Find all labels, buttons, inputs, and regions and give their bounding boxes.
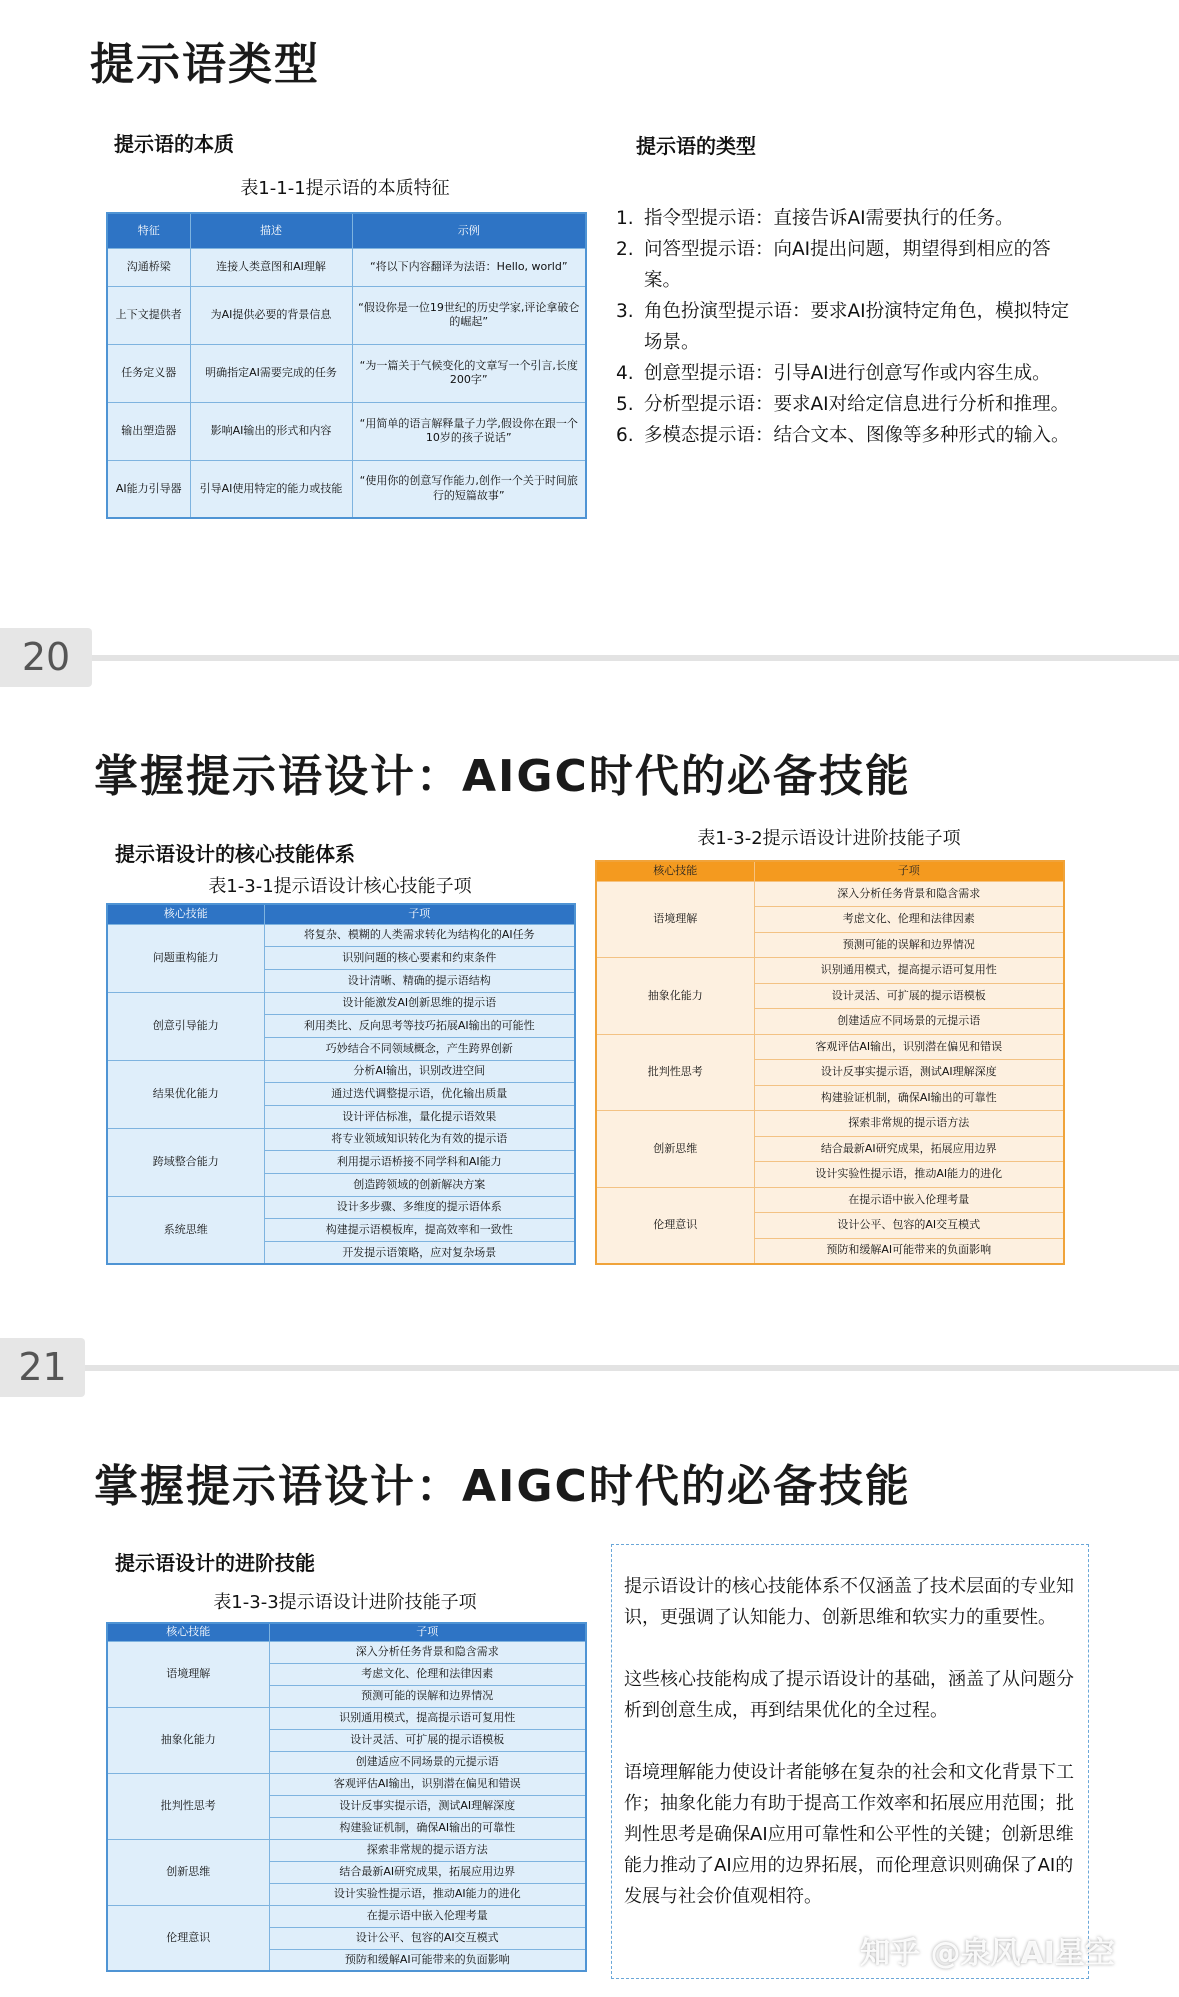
summary-paragraph-1: 提示语设计的核心技能体系不仅涵盖了技术层面的专业知识，更强调了认知能力、创新思维和软实力的重要性。 [624, 1576, 1074, 1628]
skill-name-cell: 问题重构能力 [107, 924, 264, 992]
list-item [616, 358, 1081, 389]
sub-item-cell: 构建提示语模板库，提高效率和一致性 [264, 1219, 575, 1242]
table-row [596, 1034, 1064, 1060]
table-row [107, 402, 586, 460]
sub-item-cell: 客观评估AI输出，识别潜在偏见和错误 [754, 1034, 1064, 1060]
table-row [107, 286, 586, 344]
table-row [107, 1128, 575, 1151]
sub-item-cell: 设计反事实提示语，测试AI理解深度 [269, 1795, 586, 1817]
page-number-21: 21 [0, 1338, 85, 1397]
table-cell: 任务定义器 [107, 344, 190, 402]
skill-name-cell: 结果优化能力 [107, 1060, 264, 1128]
sub-item-cell: 设计公平、包容的AI交互模式 [754, 1213, 1064, 1239]
table-row [107, 1196, 575, 1219]
list-item [616, 234, 1081, 296]
sub-item-cell: 结合最新AI研究成果，拓展应用边界 [754, 1136, 1064, 1162]
table-row [107, 248, 586, 286]
sub-item-cell: 通过迭代调整提示语，优化输出质量 [264, 1083, 575, 1106]
table-cell: 明确指定AI需要完成的任务 [190, 344, 352, 402]
sub-item-cell: 构建验证机制，确保AI输出的可靠性 [754, 1085, 1064, 1111]
sub-item-cell: 深入分析任务背景和隐含需求 [754, 881, 1064, 907]
table132-caption: 表1-3-2提示语设计进阶技能子项 [697, 828, 961, 849]
list-number: 1. [616, 208, 634, 229]
skill-name-cell: 创新思维 [596, 1111, 754, 1188]
list-number: 4. [616, 363, 634, 384]
page-divider [85, 1365, 1179, 1371]
section1-right-subtitle: 提示语的类型 [636, 134, 756, 158]
list-text: 指令型提示语：直接告诉AI需要执行的任务。 [644, 208, 1014, 229]
table-header: 核心技能 [107, 904, 264, 924]
table-cell: “用简单的语言解释量子力学,假设你在跟一个10岁的孩子说话” [352, 402, 586, 460]
summary-paragraph-2: 这些核心技能构成了提示语设计的基础，涵盖了从问题分析到创意生成，再到结果优化的全过程。 [624, 1669, 1074, 1721]
table-header: 特征 [107, 213, 190, 248]
table133-caption: 表1-3-3提示语设计进阶技能子项 [213, 1592, 477, 1613]
sub-item-cell: 利用类比、反向思考等技巧拓展AI输出的可能性 [264, 1015, 575, 1038]
sub-item-cell: 分析AI输出，识别改进空间 [264, 1060, 575, 1083]
sub-item-cell: 设计公平、包容的AI交互模式 [269, 1927, 586, 1949]
table-header: 子项 [269, 1623, 586, 1641]
sub-item-cell: 设计灵活、可扩展的提示语模板 [269, 1729, 586, 1751]
section3-subtitle: 提示语设计的进阶技能 [115, 1551, 315, 1575]
sub-item-cell: 设计能激发AI创新思维的提示语 [264, 992, 575, 1015]
summary-paragraph-3: 语境理解能力使设计者能够在复杂的社会和文化背景下工作；抽象化能力有助于提高工作效率和拓展应用范围；批判性思考是确保AI应用可靠性和公平性的关键；创新思维能力推动了AI应用的边界拓展，而伦理意识则确保了AI的发展与社会价值观相符。 [624, 1762, 1074, 1907]
skill-name-cell: 创新思维 [107, 1839, 269, 1905]
table-header: 子项 [264, 904, 575, 924]
table-cell: 影响AI输出的形式和内容 [190, 402, 352, 460]
table-row [107, 460, 586, 518]
table-row [107, 992, 575, 1015]
table-cell: 连接人类意图和AI理解 [190, 248, 352, 286]
prompt-types-list [616, 203, 1081, 451]
table-cell: 引导AI使用特定的能力或技能 [190, 460, 352, 518]
skill-name-cell: 创意引导能力 [107, 992, 264, 1060]
table-cell: 沟通桥梁 [107, 248, 190, 286]
table-row [107, 1641, 586, 1663]
sub-item-cell: 在提示语中嵌入伦理考量 [754, 1187, 1064, 1213]
table131-caption: 表1-3-1提示语设计核心技能子项 [208, 876, 472, 897]
table131 [106, 903, 576, 1265]
list-number: 3. [616, 301, 634, 322]
table-header: 核心技能 [596, 861, 754, 881]
table111 [106, 212, 587, 519]
table-cell: 输出塑造器 [107, 402, 190, 460]
list-text: 问答型提示语：向AI提出问题，期望得到相应的答案。 [644, 239, 1051, 291]
list-item [616, 420, 1081, 451]
table-cell: “将以下内容翻译为法语：Hello, world” [352, 248, 586, 286]
skill-name-cell: 抽象化能力 [596, 958, 754, 1035]
skill-name-cell: 批判性思考 [596, 1034, 754, 1111]
sub-item-cell: 创建适应不同场景的元提示语 [754, 1009, 1064, 1035]
table-row [596, 1111, 1064, 1137]
table-row [107, 1060, 575, 1083]
sub-item-cell: 设计多步骤、多维度的提示语体系 [264, 1196, 575, 1219]
list-text: 创意型提示语：引导AI进行创意写作或内容生成。 [644, 363, 1051, 384]
sub-item-cell: 识别问题的核心要素和约束条件 [264, 947, 575, 970]
sub-item-cell: 设计灵活、可扩展的提示语模板 [754, 983, 1064, 1009]
list-number: 5. [616, 394, 634, 415]
table-header: 描述 [190, 213, 352, 248]
sub-item-cell: 设计实验性提示语，推动AI能力的进化 [754, 1162, 1064, 1188]
table-row [596, 881, 1064, 907]
table132 [595, 860, 1065, 1265]
table-cell: AI能力引导器 [107, 460, 190, 518]
list-text: 角色扮演型提示语：要求AI扮演特定角色，模拟特定场景。 [644, 301, 1070, 353]
table-cell: 为AI提供必要的背景信息 [190, 286, 352, 344]
sub-item-cell: 考虑文化、伦理和法律因素 [269, 1663, 586, 1685]
list-item [616, 296, 1081, 358]
skill-name-cell: 跨域整合能力 [107, 1128, 264, 1196]
sub-item-cell: 在提示语中嵌入伦理考量 [269, 1905, 586, 1927]
sub-item-cell: 将复杂、模糊的人类需求转化为结构化的AI任务 [264, 924, 575, 947]
table-row [596, 1187, 1064, 1213]
table111-caption: 表1-1-1提示语的本质特征 [240, 178, 450, 199]
list-text: 分析型提示语：要求AI对给定信息进行分析和推理。 [644, 394, 1070, 415]
sub-item-cell: 设计反事实提示语，测试AI理解深度 [754, 1060, 1064, 1086]
table-cell: “为一篇关于气候变化的文章写一个引言,长度200字” [352, 344, 586, 402]
skill-name-cell: 语境理解 [107, 1641, 269, 1707]
watermark: 知乎 @泉风AI星空 [860, 1936, 1115, 1971]
sub-item-cell: 探索非常规的提示语方法 [269, 1839, 586, 1861]
skill-name-cell: 抽象化能力 [107, 1707, 269, 1773]
section2-subtitle: 提示语设计的核心技能体系 [115, 842, 355, 866]
sub-item-cell: 识别通用模式，提高提示语可复用性 [754, 958, 1064, 984]
sub-item-cell: 结合最新AI研究成果，拓展应用边界 [269, 1861, 586, 1883]
sub-item-cell: 巧妙结合不同领域概念，产生跨界创新 [264, 1037, 575, 1060]
table-row [107, 1773, 586, 1795]
sub-item-cell: 利用提示语桥接不同学科和AI能力 [264, 1151, 575, 1174]
table-row [107, 344, 586, 402]
section1-left-subtitle: 提示语的本质 [114, 132, 234, 156]
sub-item-cell: 创建适应不同场景的元提示语 [269, 1751, 586, 1773]
sub-item-cell: 客观评估AI输出，识别潜在偏见和错误 [269, 1773, 586, 1795]
table-row [107, 924, 575, 947]
sub-item-cell: 预测可能的误解和边界情况 [754, 932, 1064, 958]
table-header: 子项 [754, 861, 1064, 881]
table-cell: 上下文提供者 [107, 286, 190, 344]
sub-item-cell: 设计实验性提示语，推动AI能力的进化 [269, 1883, 586, 1905]
table-header: 示例 [352, 213, 586, 248]
list-number: 6. [616, 425, 634, 446]
section2-title: 掌握提示语设计：AIGC时代的必备技能 [94, 751, 911, 802]
skill-name-cell: 批判性思考 [107, 1773, 269, 1839]
section1-title: 提示语类型 [90, 39, 320, 90]
sub-item-cell: 深入分析任务背景和隐含需求 [269, 1641, 586, 1663]
sub-item-cell: 开发提示语策略，应对复杂场景 [264, 1242, 575, 1265]
sub-item-cell: 设计清晰、精确的提示语结构 [264, 969, 575, 992]
page-divider [92, 655, 1179, 661]
sub-item-cell: 将专业领域知识转化为有效的提示语 [264, 1128, 575, 1151]
skill-name-cell: 伦理意识 [596, 1187, 754, 1264]
sub-item-cell: 预测可能的误解和边界情况 [269, 1685, 586, 1707]
sub-item-cell: 识别通用模式，提高提示语可复用性 [269, 1707, 586, 1729]
sub-item-cell: 预防和缓解AI可能带来的负面影响 [269, 1949, 586, 1971]
skill-name-cell: 伦理意识 [107, 1905, 269, 1971]
page-number-20: 20 [0, 628, 92, 687]
table-row [596, 958, 1064, 984]
list-number: 2. [616, 239, 634, 260]
sub-item-cell: 设计评估标准，量化提示语效果 [264, 1106, 575, 1129]
sub-item-cell: 探索非常规的提示语方法 [754, 1111, 1064, 1137]
sub-item-cell: 创造跨领域的创新解决方案 [264, 1174, 575, 1197]
list-text: 多模态提示语：结合文本、图像等多种形式的输入。 [644, 425, 1070, 446]
table133 [106, 1622, 587, 1972]
table-cell: “使用你的创意写作能力,创作一个关于时间旅行的短篇故事” [352, 460, 586, 518]
table-row [107, 1707, 586, 1729]
list-item [616, 389, 1081, 420]
skill-name-cell: 系统思维 [107, 1196, 264, 1264]
sub-item-cell: 构建验证机制，确保AI输出的可靠性 [269, 1817, 586, 1839]
sub-item-cell: 预防和缓解AI可能带来的负面影响 [754, 1238, 1064, 1264]
table-header: 核心技能 [107, 1623, 269, 1641]
table-row [107, 1839, 586, 1861]
list-item [616, 203, 1081, 234]
summary-box [611, 1544, 1089, 1979]
table-row [107, 1905, 586, 1927]
sub-item-cell: 考虑文化、伦理和法律因素 [754, 907, 1064, 933]
skill-name-cell: 语境理解 [596, 881, 754, 958]
table-cell: “假设你是一位19世纪的历史学家,评论拿破仑的崛起” [352, 286, 586, 344]
section3-title: 掌握提示语设计：AIGC时代的必备技能 [94, 1461, 911, 1512]
